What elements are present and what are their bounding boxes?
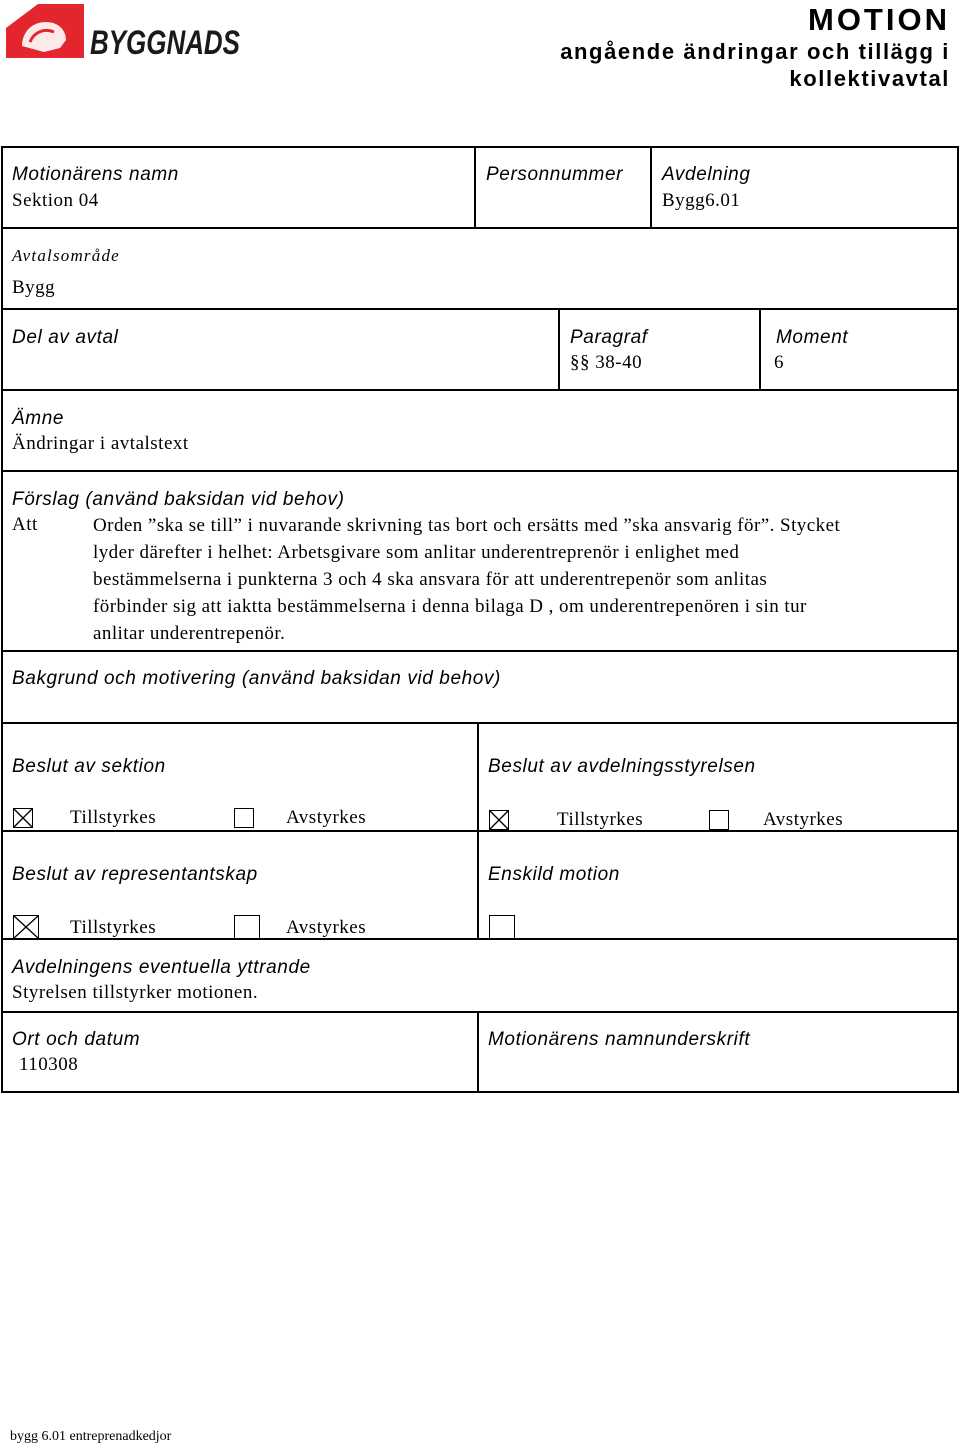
x-checkbox-icon <box>14 916 38 938</box>
motionar-name-label: Motionärens namn <box>12 164 179 185</box>
avtalsomrade-label: Avtalsområde <box>12 246 120 265</box>
logo-wordmark: BYGGNADS <box>90 24 241 62</box>
ort-datum-label: Ort och datum <box>12 1029 141 1050</box>
representantskap-avstyrkes-label: Avstyrkes <box>286 917 367 938</box>
empty-checkbox-icon <box>235 809 253 827</box>
beslut-avdelning-label: Beslut av avdelningsstyrelsen <box>488 756 756 777</box>
yttrande-label: Avdelningens eventuella yttrande <box>12 957 311 978</box>
signatur-field[interactable] <box>480 1056 950 1086</box>
signatur-label: Motionärens namnunderskrift <box>488 1029 751 1050</box>
motionar-name-value[interactable]: Sektion 04 <box>12 190 99 211</box>
avdelning-label: Avdelning <box>662 164 751 185</box>
avdelning-avstyrkes-checkbox[interactable] <box>709 810 729 830</box>
representantskap-tillstyrkes-label: Tillstyrkes <box>70 917 157 938</box>
empty-checkbox-icon <box>235 916 259 938</box>
sektion-tillstyrkes-checkbox[interactable] <box>13 808 33 828</box>
moment-label: Moment <box>776 327 849 348</box>
avdelning-value[interactable]: Bygg6.01 <box>662 190 741 211</box>
x-checkbox-icon <box>14 809 32 827</box>
forslag-line: anlitar underentrepenör. <box>93 623 286 644</box>
empty-checkbox-icon <box>490 916 514 938</box>
document-title: MOTION <box>808 2 950 37</box>
paragraf-value[interactable]: §§ 38-40 <box>570 352 643 373</box>
del-av-avtal-label: Del av avtal <box>12 327 119 348</box>
document-footer: bygg 6.01 entreprenadkedjor <box>10 1429 172 1444</box>
forslag-label: Förslag (använd baksidan vid behov) <box>12 489 345 510</box>
beslut-representantskap-label: Beslut av representantskap <box>12 864 258 885</box>
sektion-avstyrkes-checkbox[interactable] <box>234 808 254 828</box>
sektion-tillstyrkes-label: Tillstyrkes <box>70 807 157 828</box>
forslag-line: Orden ”ska se till” i nuvarande skrivning tas bort och ersätts med ”ska ansvarig för”. Stycket <box>93 515 841 536</box>
empty-checkbox-icon <box>710 811 728 829</box>
avtalsomrade-value[interactable]: Bygg <box>12 277 56 298</box>
paragraf-label: Paragraf <box>570 327 648 348</box>
amne-label: Ämne <box>12 408 65 429</box>
representantskap-tillstyrkes-checkbox[interactable] <box>13 915 39 939</box>
x-checkbox-icon <box>490 811 508 829</box>
personnummer-label: Personnummer <box>486 164 624 185</box>
enskild-motion-checkbox[interactable] <box>489 915 515 939</box>
amne-value[interactable]: Ändringar i avtalstext <box>12 433 189 454</box>
bakgrund-label: Bakgrund och motivering (använd baksidan vid behov) <box>12 668 501 689</box>
byggnads-logo <box>4 2 244 62</box>
sektion-avstyrkes-label: Avstyrkes <box>286 807 367 828</box>
avdelning-tillstyrkes-checkbox[interactable] <box>489 810 509 830</box>
beslut-sektion-label: Beslut av sektion <box>12 756 166 777</box>
document-subtitle-2: kollektivavtal <box>789 66 950 91</box>
avdelning-tillstyrkes-label: Tillstyrkes <box>557 809 644 830</box>
forslag-line: bestämmelserna i punkterna 3 och 4 ska ansvara för att underentrepenör som anlitas <box>93 569 768 590</box>
document-title-block <box>560 2 950 92</box>
ort-datum-value[interactable]: 110308 <box>19 1054 79 1075</box>
representantskap-avstyrkes-checkbox[interactable] <box>234 915 260 939</box>
enskild-motion-label: Enskild motion <box>488 864 620 885</box>
yttrande-value[interactable]: Styrelsen tillstyrker motionen. <box>12 982 259 1003</box>
moment-value[interactable]: 6 <box>774 352 784 373</box>
forslag-line: förbinder sig att iaktta bestämmelserna i denna bilaga D , om underentrepenören i sin tur <box>93 596 807 617</box>
forslag-line: lyder därefter i helhet: Arbetsgivare som anlitar underentreprenör i enlighet med <box>93 542 740 563</box>
document-subtitle-1: angående ändringar och tillägg i <box>560 39 950 64</box>
forslag-att: Att <box>12 514 38 535</box>
avdelning-avstyrkes-label: Avstyrkes <box>763 809 844 830</box>
